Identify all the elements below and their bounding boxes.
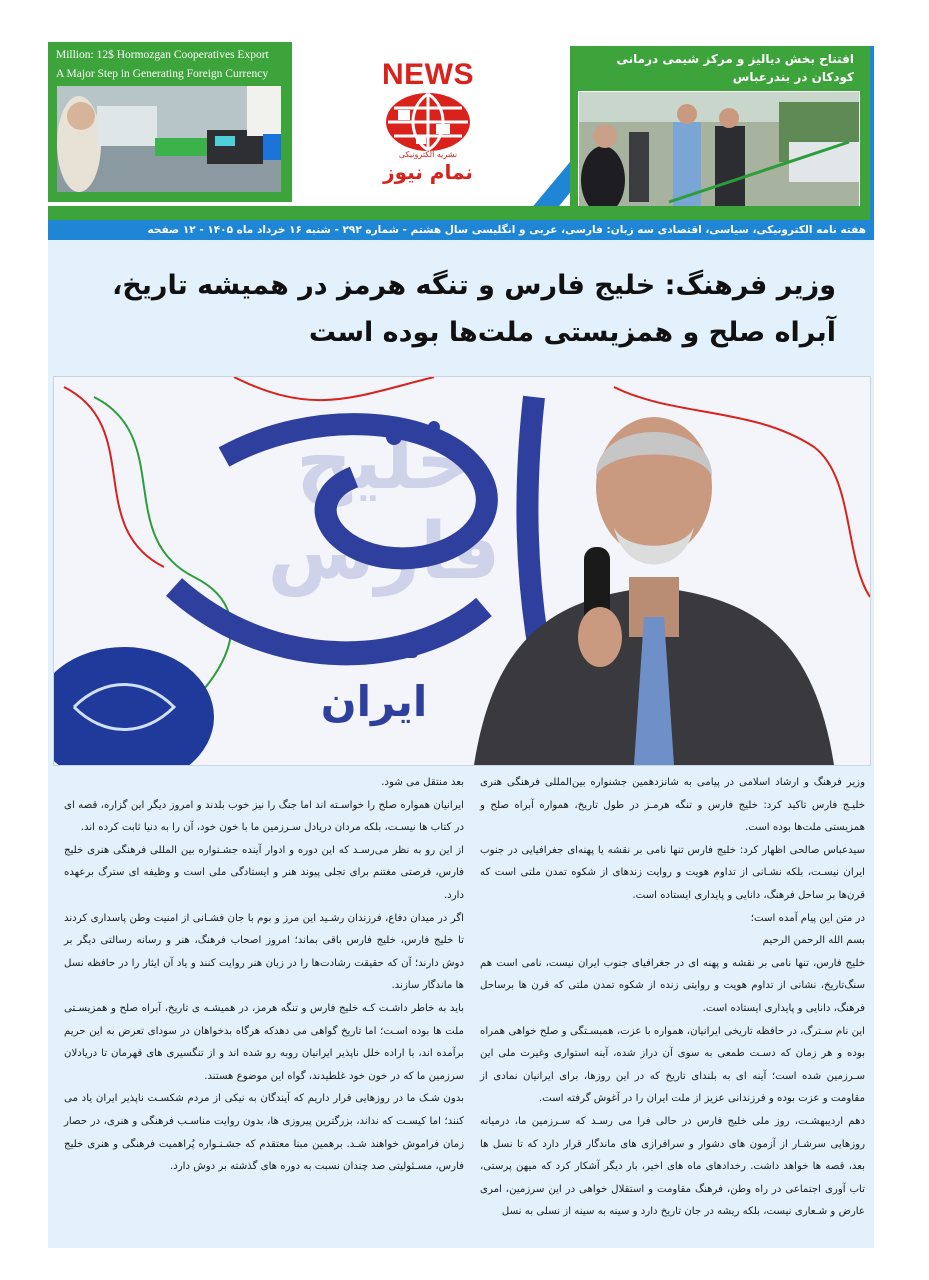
- banner-calligraphy-big: خلیج فارس: [267, 417, 501, 597]
- paragraph: وزیر فرهنگ و ارشاد اسلامی در پیامی به شانزدهمین جشنواره بین‌المللی فرهنگی هنری خلیـج فارس تاکید کرد: خلیج فارس و تنگه هرمـز در طول تاریخ، همواره آبراه صلح و همزیستی ملت‌ها بوده است.: [480, 777, 865, 834]
- banner-text-country: ایران: [320, 677, 428, 726]
- blue-diagonal-accent: [470, 150, 580, 210]
- paragraph: سیدعباس صالحی اظهار کرد: خلیج فارس تنها نامی بر نقشه یا پهنه‌ای جغرافیایی در جنوب ایران نیسـت، بلکه نشـانی از تداوم هویت و روایت زندهای از شکوه تمدن ملتی است که قرن‌ها بر ساحل فرهنگ، دانایی و پایداری ایستاده است.: [480, 844, 865, 901]
- paragraph: بسم الله الرحمن الرحیم: [762, 935, 865, 947]
- paragraph: بدون شـک ما در روزهایی قرار داریم که آیندگان به نیکی از مردم شکسـت ناپذیر ایران یاد می کنند؛ اما کیسـت که نداند، بزرگترین پیروزی ها، بدون روایت مناسـب فرهنگی و هنری، در حصار زمان فراموش خواهند شـد. برهمین مبنا معتقدم که جشـنـواره پُراهمیت فرهنگی و هنری خلیج فارس، مسـئولیتی صد چندان نسبت به دوره های گذشته بر دوش دارد.: [64, 1093, 464, 1173]
- logo-subtitle: نشریه الکترونیکی: [398, 150, 458, 159]
- paragraph: از این رو به نظر می‌رسـد که این دوره و ادوار آینده جشـنواره بین المللی فرهنگی هنری خلیج فارس، فرصتی مغتنم برای تجلی پیوند هنر و ایستادگی ملی است و وظیفه ای سترگ برعهده دارد.: [64, 844, 464, 901]
- issue-info-text: هفته نامه الکترونیکی، سیاسی، اقتصادی سه زبان: فارسی، عربی و انگلیسی سال هشتم - شماره ۲۹۲ - شنبه ۱۶ خرداد ماه ۱۴۰۵ - ۱۲ صفحه: [147, 224, 866, 236]
- ribbon-cutting-image: [579, 92, 859, 210]
- green-header-stripe: [48, 206, 870, 220]
- article-column-left: [64, 772, 464, 1179]
- logo-news-word: NEWS: [382, 58, 474, 91]
- globe-logo-icon: [384, 92, 472, 152]
- paragraph: بعد منتقل می شود.: [381, 777, 464, 788]
- logo-name: نمام نیوز: [383, 160, 473, 184]
- paragraph: در متن این پیام آمده است؛: [750, 912, 865, 924]
- top-right-story-title[interactable]: افتتاح بخش دیالیز و مرکز شیمی درمانی کودکان در بندرعباس: [616, 52, 854, 84]
- paragraph: اگر در میدان دفاع، فرزندان رشـید این مرز و بوم با جان فشـانی از امنیت وطن پاسداری کردند تا خلیج فارس، خلیج فارس باقی بماند؛ امروز اصحاب فرهنگ، هنر و رسانه رسالتی دیگر بر دوش دارند؛ آن که حقیقت رشادت‌ها را در زبان هنر روایت کنند و یاد آن ایثار را در حافظه نسل ها ماندگار سازند.: [64, 912, 464, 992]
- hero-image[interactable]: [53, 376, 871, 766]
- article-column-right: [480, 772, 865, 1224]
- paragraph: دهم اردیبهشـت، روز ملی خلیج فارس در حالی فرا می رسـد که سـرزمین ما، درمیانه روزهایی سرشـار از آزمون های دشوار و سرافرازی های ماندگار قرار دارد که تا نسل ها بعد، قصه ها خواهد داشت. رخدادهای ماه های اخیر، بار دیگر آشکار کرد که میهن پرستی، تاب آوری اجتماعی در راه وطن، فرهنگ مقاومت و استقلال خواهی در این سرزمین، امری عارض و شـعاری نیست، بلکه ریشه در جان تاریخ دارد و سینه به سینه از نسلی به نسل: [480, 1115, 865, 1218]
- paragraph: ایرانیان همواره صلح را خواسـته اند اما جنگ را نیز خوب بلدند و امروز دیگر این گزاره، قصه ای در کتاب ها نیسـت، بلکه مردان دریادل سـرزمین ما با خون خود، آن را به دنیا ثابت کرده اند.: [64, 799, 464, 834]
- top-left-title-line-1: Million: 12$ Hormozgan Cooperatives Export: [56, 49, 269, 61]
- banner-text-small: قلب تپنده: [338, 639, 420, 663]
- top-left-story-title[interactable]: [56, 46, 288, 84]
- paragraph: باید به خاطر داشـت کـه خلیج فارس و تنگه هرمز، در همیشـه ی تاریخ، آبراه صلح و همزیسـتی ملت ها بوده اسـت؛ اما تاریخ گواهی می دهدکه هرگاه بدخواهان در سودای تعرض به این حریم برآمده اند، با اراده خلل ناپذیر ایرانیان روبه رو شده اند و از تنگسیری های قهرمان تا دریادلان سرزمین ما که در خون خود غلطیدند، گواه این موضوع هستند.: [64, 1002, 464, 1082]
- article-headline[interactable]: وزیر فرهنگ: خلیج فارس و تنگه هرمز در همیشه تاریخ، آبراه صلح و همزیستی ملت‌ها بوده است: [112, 270, 836, 348]
- top-left-title-line-2: A Major Step in Generating Foreign Currency: [56, 68, 269, 80]
- top-left-story-photo[interactable]: [57, 86, 281, 192]
- factory-workers-image: [57, 86, 281, 192]
- top-right-story-photo[interactable]: [578, 91, 860, 211]
- paragraph: خلیج فارس، تنها نامی بر نقشه و پهنه ای در جغرافیای جنوب ایران نیست، نامی است هم سنگ‌تاریخ، نشانی از تداوم هویت و روایتی زنده از شکوه تمدن ملتی که قرن ها برساحل فرهنگ، دانایی و پایداری ایستاده است.: [480, 957, 865, 1014]
- paragraph: این نام سـترگ، در حافظه تاریخی ایرانیان، همواره با عزت، همبسـتگی و صلح خواهی همراه بوده و هر زمان که دسـت طمعی به سوی آن دراز شده، آینه استواری وغیرت ملی این سـرزمین شده است؛ آینه ای به بلندای تاریخ که در این روزها، برای ایرانیان نمادی از مقاومت و عزت بوده و فرزندانی عزیز از ملت ایران را در آغوش گرفته است.: [480, 1025, 865, 1105]
